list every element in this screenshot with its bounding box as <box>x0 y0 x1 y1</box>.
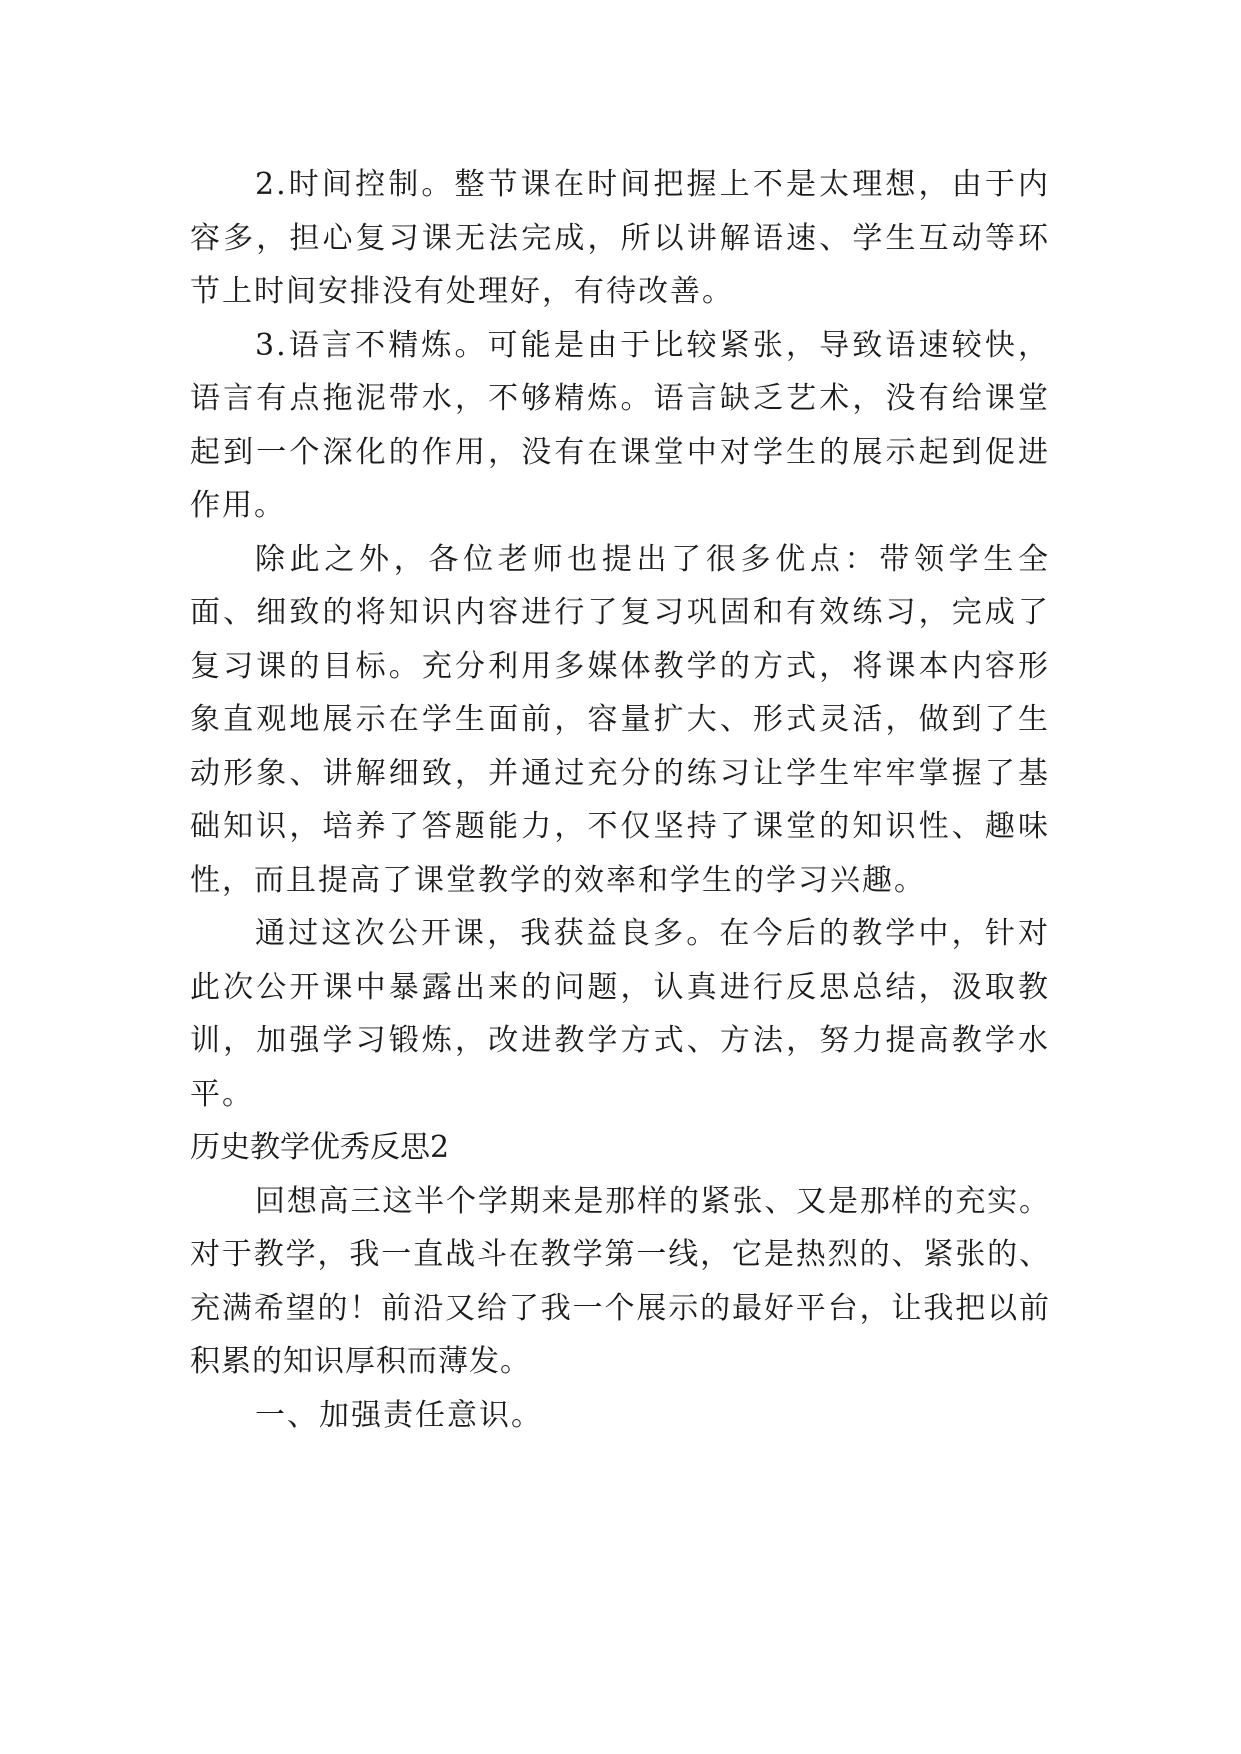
paragraph-strengths: 除此之外，各位老师也提出了很多优点：带领学生全面、细致的将知识内容进行了复习巩固和有效练习，完成了复习课的目标。充分利用多媒体教学的方式，将课本内容形象直观地展示在学生面前，容量扩大、形式灵活，做到了生动形象、讲解细致，并通过充分的练习让学生牢牢掌握了基础知识，培养了答题能力，不仅坚持了课堂的知识性、趣味性，而且提高了课堂教学的效率和学生的学习兴趣。 <box>190 541 1050 898</box>
paragraph-language: 3.语言不精炼。可能是由于比较紧张，导致语速较快，语言有点拖泥带水，不够精炼。语言缺乏艺术，没有给课堂起到一个深化的作用，没有在课堂中对学生的展示起到促进作用。 <box>190 327 1050 523</box>
paragraph-recall: 回想高三这半个学期来是那样的紧张、又是那样的充实。对于教学，我一直战斗在教学第一线，它是热烈的、紧张的、充满希望的！前沿又给了我一个展示的最好平台，让我把以前积累的知识厚积而薄发。 <box>190 1183 1050 1379</box>
document-body <box>190 158 1050 1442</box>
paragraph-item-one: 一、加强责任意识。 <box>255 1397 543 1433</box>
paragraph-conclusion: 通过这次公开课，我获益良多。在今后的教学中，针对此次公开课中暴露出来的问题，认真进行反思总结，汲取教训，加强学习锻炼，改进教学方式、方法，努力提高教学水平。 <box>190 916 1050 1112</box>
section-heading: 历史教学优秀反思2 <box>190 1130 450 1165</box>
paragraph-time-control: 2.时间控制。整节课在时间把握上不是太理想，由于内容多，担心复习课无法完成，所以讲解语速、学生互动等环节上时间安排没有处理好，有待改善。 <box>190 167 1050 309</box>
